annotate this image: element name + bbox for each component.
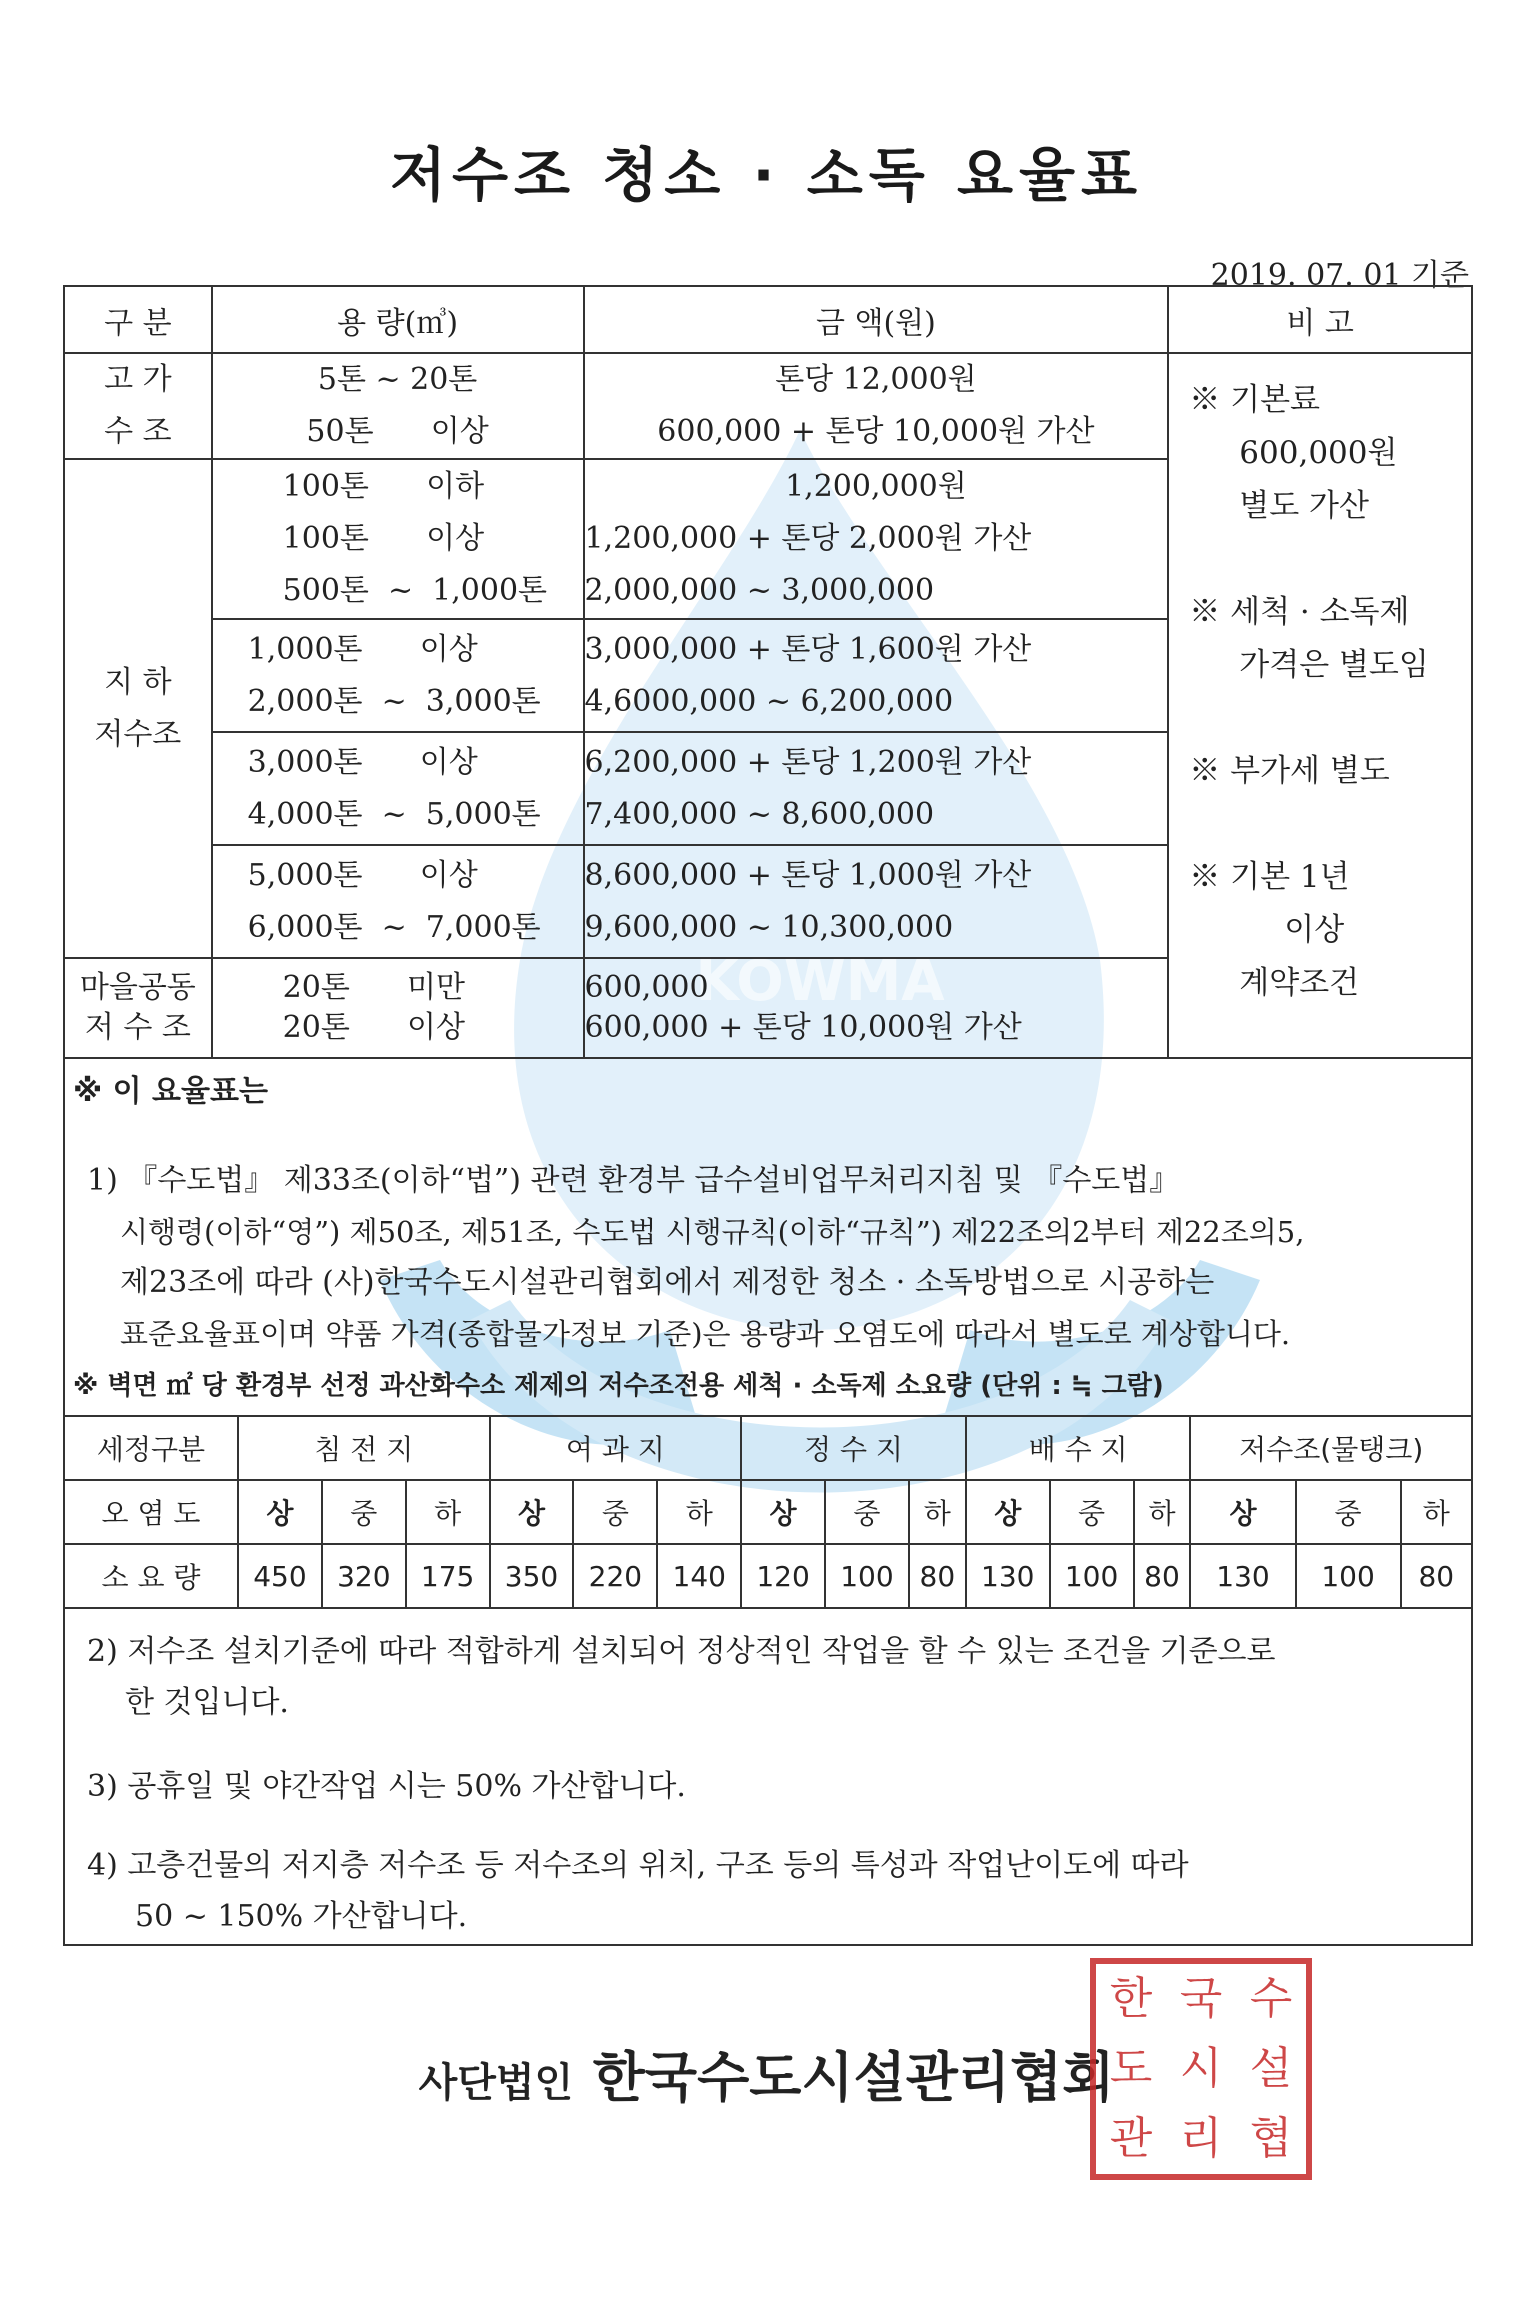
category-maeul: 마을공동 저 수 조 [64, 958, 212, 1058]
contamination-level: 하 [909, 1480, 966, 1544]
note-4-line: 4) 고층건물의 저지층 저수조 등 저수조의 위치, 구조 등의 특성과 작업난이도에 따라 [87, 1848, 1189, 1883]
usage-value: 100 [1050, 1544, 1134, 1608]
seal-glyph: 리 [1179, 2113, 1223, 2164]
usage-row-label: 세정구분 [64, 1416, 238, 1480]
contamination-level: 하 [657, 1480, 741, 1544]
notes-heading: ※ 이 요율표는 [73, 1074, 268, 1109]
usage-value: 450 [238, 1544, 322, 1608]
seal-glyph: 설 [1249, 2043, 1293, 2094]
seal-glyph: 한 [1109, 1973, 1153, 2024]
rate-table [63, 285, 1473, 1059]
contamination-level: 중 [322, 1480, 406, 1544]
note-2-line: 2) 저수조 설치기준에 따라 적합하게 설치되어 정상적인 작업을 할 수 있는 조건을 기준으로 [87, 1634, 1276, 1669]
price-cell: 톤당 12,000원 600,000 + 톤당 10,000원 가산 [584, 353, 1169, 459]
contamination-level: 상 [966, 1480, 1050, 1544]
usage-category: 침 전 지 [238, 1416, 490, 1480]
page-title: 저수조 청소 · 소독 요율표 [389, 141, 1144, 209]
contamination-level: 중 [1296, 1480, 1401, 1544]
usage-value: 130 [966, 1544, 1050, 1608]
price-cell: 3,000,000 + 톤당 1,600원 가산 4,6000,000 ~ 6,200,000 [584, 619, 1169, 732]
header-remarks: 비 고 [1168, 286, 1472, 353]
note-1-line: 1) 『수도법』 제33조(이하“법”) 관련 환경부 급수설비업무처리지침 및 『수도법』 [87, 1163, 1180, 1198]
contamination-level: 하 [1134, 1480, 1191, 1544]
usage-value: 120 [741, 1544, 825, 1608]
organization-name: 한국수도시설관리협회 [592, 2046, 1115, 2109]
contamination-level: 중 [573, 1480, 657, 1544]
effective-date: 2019. 07. 01 기준 [1210, 258, 1469, 293]
usage-value: 140 [657, 1544, 741, 1608]
capacity-cell: 5톤 ~ 20톤 50톤 이상 [212, 353, 584, 459]
capacity-cell: 3,000톤 이상 4,000톤 ~ 5,000톤 [212, 732, 584, 845]
usage-category: 정 수 지 [741, 1416, 966, 1480]
seal-glyph: 국 [1179, 1973, 1223, 2024]
usage-value: 80 [1401, 1544, 1472, 1608]
usage-value: 320 [322, 1544, 406, 1608]
usage-table [63, 1415, 1473, 1609]
seal-glyph: 수 [1249, 1973, 1293, 2024]
usage-value: 80 [1134, 1544, 1191, 1608]
seal-glyph: 시 [1179, 2043, 1223, 2094]
usage-value: 175 [406, 1544, 490, 1608]
official-seal [1090, 1958, 1312, 2180]
usage-value: 100 [825, 1544, 909, 1608]
category-gogasu: 고 가 수 조 [64, 353, 212, 459]
usage-value: 80 [909, 1544, 966, 1608]
price-cell: 600,000 600,000 + 톤당 10,000원 가산 [584, 958, 1169, 1058]
usage-category: 저수조(물탱크) [1190, 1416, 1472, 1480]
usage-category: 여 과 지 [490, 1416, 742, 1480]
note-3: 3) 공휴일 및 야간작업 시는 50% 가산합니다. [87, 1769, 686, 1804]
footer-prefix: 사단법인 [418, 2060, 574, 2106]
capacity-cell: 1,000톤 이상 2,000톤 ~ 3,000톤 [212, 619, 584, 732]
seal-glyph: 도 [1109, 2043, 1153, 2094]
usage-row-label: 소 요 량 [64, 1544, 238, 1608]
header-category: 구 분 [64, 286, 212, 353]
category-jiha: 지 하 저수조 [64, 459, 212, 958]
contamination-level: 상 [238, 1480, 322, 1544]
header-capacity: 용 량(㎥) [212, 286, 584, 353]
price-cell: 1,200,000원 1,200,000 + 톤당 2,000원 가산 2,000,000 ~ 3,000,000 [584, 459, 1169, 619]
contamination-level: 중 [825, 1480, 909, 1544]
contamination-level: 하 [1401, 1480, 1472, 1544]
usage-category: 배 수 지 [966, 1416, 1191, 1480]
contamination-level: 상 [490, 1480, 574, 1544]
seal-glyph: 협 [1249, 2113, 1293, 2164]
usage-value: 130 [1190, 1544, 1295, 1608]
remarks-cell: ※ 기본료 600,000원 별도 가산 ※ 세척 · 소독제 가격은 별도임 ※ 부가세 별도 ※ 기본 1년 이상 계약조건 [1168, 353, 1472, 1058]
price-cell: 6,200,000 + 톤당 1,200원 가산 7,400,000 ~ 8,600,000 [584, 732, 1169, 845]
contamination-level: 상 [741, 1480, 825, 1544]
usage-value: 100 [1296, 1544, 1401, 1608]
note-1-line: 시행령(이하“영”) 제50조, 제51조, 수도법 시행규칙(이하“규칙”) 제22조의2부터 제22조의5, [120, 1215, 1305, 1249]
usage-table-caption: ※ 벽면 ㎡ 당 환경부 선정 과산화수소 제제의 저수조전용 세척 · 소독제 소요량 (단위 : ≒ 그람) [73, 1371, 1164, 1401]
contamination-level: 상 [1190, 1480, 1295, 1544]
contamination-level: 중 [1050, 1480, 1134, 1544]
usage-row-label: 오 염 도 [64, 1480, 238, 1544]
capacity-cell: 20톤 미만 20톤 이상 [212, 958, 584, 1058]
contamination-level: 하 [406, 1480, 490, 1544]
price-cell: 8,600,000 + 톤당 1,000원 가산 9,600,000 ~ 10,300,000 [584, 845, 1169, 958]
capacity-cell: 5,000톤 이상 6,000톤 ~ 7,000톤 [212, 845, 584, 958]
note-1-line: 표준요율표이며 약품 가격(종합물가정보 기준)은 용량과 오염도에 따라서 별도로 계상합니다. [120, 1317, 1291, 1351]
note-2-line: 한 것입니다. [125, 1685, 289, 1720]
note-4-line: 50 ~ 150% 가산합니다. [135, 1899, 468, 1934]
capacity-cell: 100톤 이하 100톤 이상 500톤 ~ 1,000톤 [212, 459, 584, 619]
usage-value: 350 [490, 1544, 574, 1608]
note-1-line: 제23조에 따라 (사)한국수도시설관리협회에서 제정한 청소 · 소독방법으로 시공하는 [120, 1265, 1215, 1300]
header-price: 금 액(원) [584, 286, 1169, 353]
usage-value: 220 [573, 1544, 657, 1608]
seal-glyph: 관 [1109, 2113, 1153, 2164]
watermark-text: KOWMA [695, 949, 945, 1014]
